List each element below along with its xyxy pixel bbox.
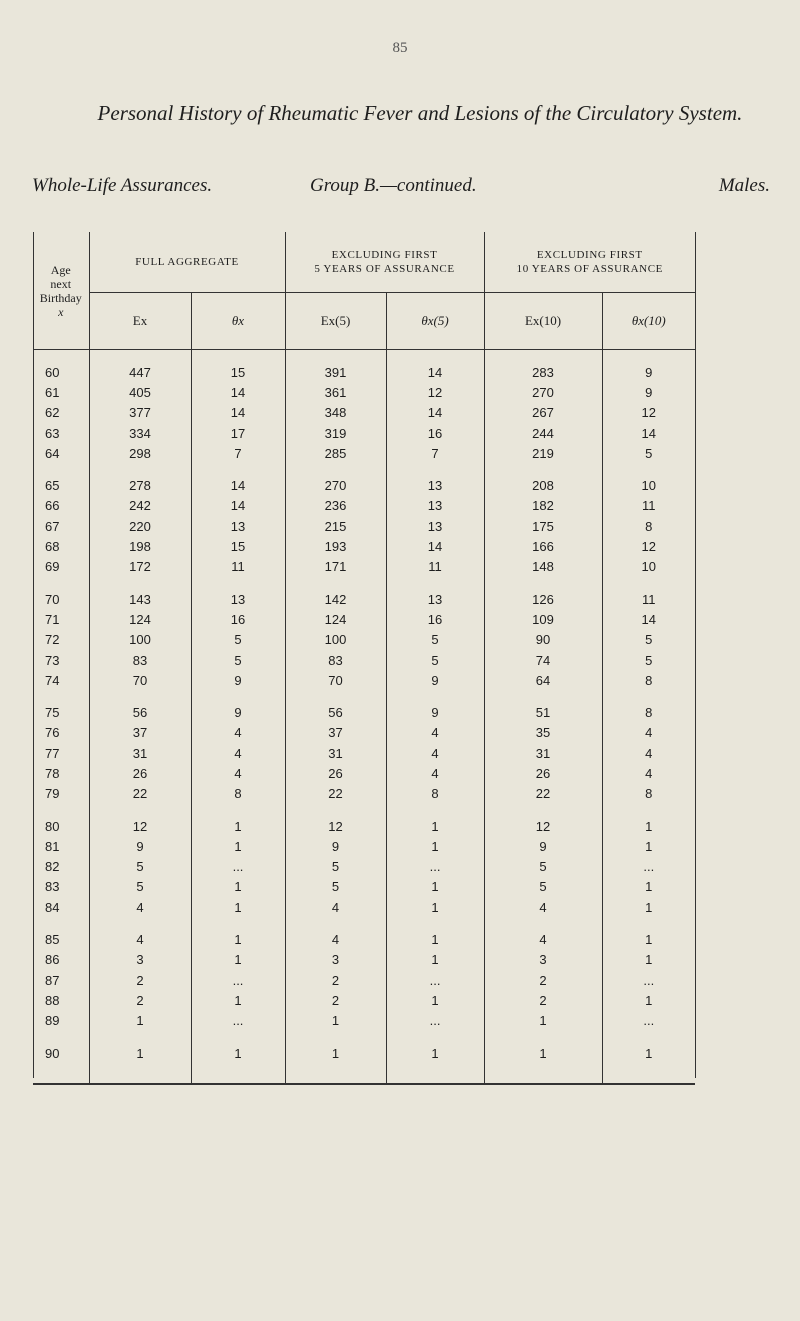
theta-cell: ...: [191, 970, 285, 990]
excluding-5-years-header: [285, 232, 484, 293]
theta10-cell: 8: [645, 786, 653, 802]
theta5-cell: 1: [386, 804, 484, 836]
theta-cell: 16: [191, 609, 285, 629]
theta5-cell: 9: [386, 670, 484, 690]
table-row: [33, 443, 695, 463]
age-cell: 86: [33, 950, 89, 970]
ex5-cell: 12: [285, 804, 386, 836]
table-row: [33, 630, 695, 650]
excl5-line2: 5 YEARS OF ASSURANCE: [314, 263, 455, 275]
age-cell: 70: [33, 577, 89, 609]
ex5-cell: 70: [285, 670, 386, 690]
table-row: [33, 1011, 695, 1031]
ex10-cell: 4: [484, 897, 602, 917]
ex10-cell: 219: [484, 443, 602, 463]
theta10-cell: 1: [645, 932, 653, 948]
ex5-cell: 22: [285, 784, 386, 804]
ex-cell: 242: [89, 496, 191, 516]
age-cell: 90: [33, 1031, 89, 1084]
table-right-border: [695, 232, 696, 1078]
age-cell: 60: [33, 350, 89, 383]
ex-cell: 4: [89, 917, 191, 949]
ex5-cell: 236: [285, 496, 386, 516]
ex-header: Ex: [89, 293, 191, 350]
theta-cell: 13: [191, 516, 285, 536]
excluding-10-years-header: [484, 232, 695, 293]
theta5-header: θx(5): [386, 293, 484, 350]
subheader-left: Whole-Life Assurances.: [32, 175, 213, 196]
ex10-cell: 166: [484, 536, 602, 556]
theta5-cell: 5: [386, 630, 484, 650]
table-row: [33, 350, 695, 383]
theta5-cell: 9: [386, 690, 484, 722]
theta10-cell: 10: [641, 559, 657, 575]
age-cell: 78: [33, 763, 89, 783]
ex10-cell: 64: [484, 670, 602, 690]
table-row: [33, 970, 695, 990]
age-cell: 65: [33, 463, 89, 495]
age-header-line4: x: [58, 304, 64, 319]
theta-cell: 4: [191, 763, 285, 783]
theta-cell: 17: [191, 423, 285, 443]
ex-cell: 1: [89, 1011, 191, 1031]
table-row: [33, 496, 695, 516]
theta-cell: 5: [191, 630, 285, 650]
theta10-cell: 1: [645, 992, 653, 1008]
ex-cell: 31: [89, 743, 191, 763]
theta-cell: 4: [191, 743, 285, 763]
age-cell: 83: [33, 877, 89, 897]
age-cell: 80: [33, 804, 89, 836]
ex5-cell: 215: [285, 516, 386, 536]
theta-cell: 13: [191, 577, 285, 609]
theta-cell: 1: [191, 1031, 285, 1084]
ex10-cell: 26: [484, 763, 602, 783]
full-aggregate-header: FULL AGGREGATE: [89, 232, 285, 293]
ex10-cell: 4: [484, 917, 602, 949]
age-cell: 82: [33, 857, 89, 877]
table-row: [33, 536, 695, 556]
theta5-cell: 7: [386, 443, 484, 463]
table-row: [33, 723, 695, 743]
ex-cell: 143: [89, 577, 191, 609]
ex5-cell: 5: [285, 877, 386, 897]
theta10-cell: 1: [645, 899, 653, 915]
ex5-cell: 1: [285, 1011, 386, 1031]
ex-cell: 5: [89, 857, 191, 877]
table-row: [33, 650, 695, 670]
ex-cell: 172: [89, 557, 191, 577]
age-cell: 73: [33, 650, 89, 670]
ex-cell: 100: [89, 630, 191, 650]
ex10-cell: 35: [484, 723, 602, 743]
theta10-cell: 1: [602, 1031, 695, 1084]
ex5-cell: 31: [285, 743, 386, 763]
theta10-cell: 1: [645, 818, 653, 834]
theta-cell: 8: [191, 784, 285, 804]
theta-cell: 1: [191, 917, 285, 949]
table-row: [33, 836, 695, 856]
ex5-cell: 1: [285, 1031, 386, 1084]
ex10-cell: 5: [484, 877, 602, 897]
theta5-cell: 1: [386, 990, 484, 1010]
ex5-cell: 56: [285, 690, 386, 722]
ex-cell: 220: [89, 516, 191, 536]
page-number: 85: [392, 40, 408, 56]
ex10-cell: 126: [484, 577, 602, 609]
ex5-cell: 5: [285, 857, 386, 877]
ex-cell: 334: [89, 423, 191, 443]
age-cell: 68: [33, 536, 89, 556]
age-cell: 61: [33, 382, 89, 402]
age-cell: 76: [33, 723, 89, 743]
theta5-cell: 13: [386, 516, 484, 536]
ex10-cell: 283: [484, 350, 602, 383]
theta10-cell: 1: [645, 879, 653, 895]
age-cell: 81: [33, 836, 89, 856]
age-header-line1: Age: [50, 262, 71, 277]
ex10-cell: 3: [484, 950, 602, 970]
theta10-cell: 11: [642, 498, 656, 514]
ex-cell: 405: [89, 382, 191, 402]
theta5-cell: 4: [386, 763, 484, 783]
subheader: [32, 175, 770, 201]
ex-cell: 124: [89, 609, 191, 629]
theta10-cell: 12: [641, 539, 657, 555]
ex10-cell: 12: [484, 804, 602, 836]
ex5-cell: 270: [285, 463, 386, 495]
theta5-cell: 14: [386, 536, 484, 556]
theta-cell: 1: [191, 897, 285, 917]
theta-cell: 15: [191, 350, 285, 383]
theta-cell: 1: [191, 990, 285, 1010]
age-column-header: [33, 232, 89, 350]
theta-cell: 5: [191, 650, 285, 670]
ex5-cell: 26: [285, 763, 386, 783]
ex5-cell: 361: [285, 382, 386, 402]
table-row: [33, 804, 695, 836]
ex-cell: 1: [89, 1031, 191, 1084]
theta-cell: 7: [191, 443, 285, 463]
theta10-cell: 12: [641, 405, 657, 421]
ex-cell: 4: [89, 897, 191, 917]
ex10-cell: 22: [484, 784, 602, 804]
theta5-cell: 16: [386, 609, 484, 629]
theta-cell: 11: [191, 557, 285, 577]
ex5-cell: 9: [285, 836, 386, 856]
subheader-middle: Group B.—continued.: [310, 175, 477, 196]
ex10-cell: 267: [484, 403, 602, 423]
table-row: [33, 950, 695, 970]
age-cell: 74: [33, 670, 89, 690]
table-row: [33, 743, 695, 763]
table-row: [33, 403, 695, 423]
table-row: [33, 557, 695, 577]
ex-cell: 198: [89, 536, 191, 556]
theta-cell: 9: [191, 690, 285, 722]
table-row: [33, 382, 695, 402]
age-header-line2: next: [50, 276, 72, 291]
theta-cell: 14: [191, 463, 285, 495]
theta10-cell: 8: [645, 518, 653, 534]
ex10-cell: 1: [484, 1011, 602, 1031]
theta-cell: 9: [191, 670, 285, 690]
theta10-cell: ...: [643, 972, 655, 988]
ex10-cell: 270: [484, 382, 602, 402]
ex5-cell: 348: [285, 403, 386, 423]
ex-cell: 22: [89, 784, 191, 804]
table-row: [33, 609, 695, 629]
ex10-cell: 208: [484, 463, 602, 495]
theta-cell: 14: [191, 496, 285, 516]
ex-cell: 298: [89, 443, 191, 463]
theta10-cell: 1: [645, 952, 653, 968]
ex5-cell: 37: [285, 723, 386, 743]
ex-cell: 83: [89, 650, 191, 670]
ex-cell: 278: [89, 463, 191, 495]
age-cell: 72: [33, 630, 89, 650]
data-table: [33, 232, 695, 1085]
ex-cell: 26: [89, 763, 191, 783]
theta10-cell: 9: [645, 364, 653, 380]
ex5-cell: 2: [285, 990, 386, 1010]
age-cell: 64: [33, 443, 89, 463]
theta5-cell: 14: [386, 403, 484, 423]
theta5-cell: 13: [386, 577, 484, 609]
age-cell: 71: [33, 609, 89, 629]
theta10-cell: 5: [645, 652, 653, 668]
ex10-header: Ex(10): [484, 293, 602, 350]
ex10-cell: 1: [484, 1031, 602, 1084]
ex5-cell: 193: [285, 536, 386, 556]
theta-cell: ...: [191, 857, 285, 877]
theta10-cell: 4: [645, 745, 653, 761]
theta10-cell: ...: [643, 859, 655, 875]
theta5-cell: 5: [386, 650, 484, 670]
table-row: [33, 917, 695, 949]
age-cell: 66: [33, 496, 89, 516]
theta5-cell: 1: [386, 917, 484, 949]
ex5-cell: 319: [285, 423, 386, 443]
excl5-line1: EXCLUDING FIRST: [331, 249, 438, 261]
theta5-cell: 1: [386, 1031, 484, 1084]
theta10-cell: 5: [645, 632, 653, 648]
ex-cell: 12: [89, 804, 191, 836]
ex5-cell: 171: [285, 557, 386, 577]
theta-cell: 14: [191, 382, 285, 402]
theta5-cell: 12: [386, 382, 484, 402]
theta10-cell: 8: [645, 705, 653, 721]
ex10-cell: 182: [484, 496, 602, 516]
theta10-header: θx(10): [602, 293, 695, 350]
ex5-cell: 4: [285, 917, 386, 949]
table-row: [33, 1031, 695, 1084]
table-row: [33, 690, 695, 722]
theta5-cell: 1: [386, 836, 484, 856]
ex10-cell: 148: [484, 557, 602, 577]
theta10-cell: 14: [641, 611, 657, 627]
theta5-cell: 11: [386, 557, 484, 577]
ex10-cell: 109: [484, 609, 602, 629]
ex5-cell: 2: [285, 970, 386, 990]
table-row: [33, 897, 695, 917]
age-cell: 85: [33, 917, 89, 949]
ex10-cell: 244: [484, 423, 602, 443]
table-row: [33, 784, 695, 804]
ex10-cell: 31: [484, 743, 602, 763]
age-cell: 79: [33, 784, 89, 804]
theta5-cell: 16: [386, 423, 484, 443]
table-row: [33, 423, 695, 443]
theta5-cell: 13: [386, 463, 484, 495]
ex10-cell: 2: [484, 990, 602, 1010]
table-row: [33, 990, 695, 1010]
theta-cell: ...: [191, 1011, 285, 1031]
theta-cell: 1: [191, 877, 285, 897]
ex-cell: 5: [89, 877, 191, 897]
ex10-cell: 9: [484, 836, 602, 856]
ex-cell: 56: [89, 690, 191, 722]
theta10-cell: ...: [643, 1013, 655, 1029]
theta10-cell: 8: [645, 672, 653, 688]
theta-header: θx: [191, 293, 285, 350]
age-cell: 77: [33, 743, 89, 763]
ex-cell: 377: [89, 403, 191, 423]
table-row: [33, 877, 695, 897]
table-row: [33, 763, 695, 783]
theta5-cell: ...: [386, 970, 484, 990]
age-cell: 89: [33, 1011, 89, 1031]
table-row: [33, 857, 695, 877]
theta5-cell: 1: [386, 877, 484, 897]
theta5-cell: 1: [386, 950, 484, 970]
theta-cell: 1: [191, 950, 285, 970]
ex5-cell: 4: [285, 897, 386, 917]
theta10-cell: 11: [642, 591, 656, 607]
theta10-cell: 1: [645, 838, 653, 854]
theta10-cell: 9: [645, 384, 653, 400]
ex10-cell: 90: [484, 630, 602, 650]
ex-cell: 3: [89, 950, 191, 970]
ex5-cell: 142: [285, 577, 386, 609]
age-cell: 84: [33, 897, 89, 917]
age-cell: 87: [33, 970, 89, 990]
age-cell: 67: [33, 516, 89, 536]
ex5-cell: 124: [285, 609, 386, 629]
age-cell: 62: [33, 403, 89, 423]
ex10-cell: 51: [484, 690, 602, 722]
theta10-cell: 4: [645, 725, 653, 741]
ex-cell: 2: [89, 990, 191, 1010]
ex5-cell: 83: [285, 650, 386, 670]
age-header-line3: Birthday: [39, 290, 82, 305]
page-title: Personal History of Rheumatic Fever and Lesions of the Circulatory System.: [97, 101, 743, 125]
ex5-cell: 3: [285, 950, 386, 970]
ex5-cell: 391: [285, 350, 386, 383]
theta10-cell: 4: [645, 765, 653, 781]
ex-cell: 2: [89, 970, 191, 990]
theta-cell: 15: [191, 536, 285, 556]
theta10-cell: 5: [645, 445, 653, 461]
theta5-cell: 4: [386, 743, 484, 763]
theta10-cell: 14: [641, 425, 657, 441]
age-cell: 75: [33, 690, 89, 722]
theta5-cell: 8: [386, 784, 484, 804]
table-row: [33, 463, 695, 495]
table-body: [33, 350, 695, 1085]
ex5-cell: 100: [285, 630, 386, 650]
table-row: [33, 670, 695, 690]
theta-cell: 1: [191, 836, 285, 856]
excl10-line1: EXCLUDING FIRST: [536, 249, 643, 261]
ex10-cell: 2: [484, 970, 602, 990]
age-cell: 69: [33, 557, 89, 577]
ex10-cell: 175: [484, 516, 602, 536]
theta5-cell: 1: [386, 897, 484, 917]
ex-cell: 70: [89, 670, 191, 690]
ex5-header: Ex(5): [285, 293, 386, 350]
age-cell: 63: [33, 423, 89, 443]
ex10-cell: 74: [484, 650, 602, 670]
ex-cell: 9: [89, 836, 191, 856]
theta5-cell: ...: [386, 857, 484, 877]
theta5-cell: 4: [386, 723, 484, 743]
theta5-cell: 14: [386, 350, 484, 383]
table-row: [33, 516, 695, 536]
theta-cell: 14: [191, 403, 285, 423]
ex10-cell: 5: [484, 857, 602, 877]
age-cell: 88: [33, 990, 89, 1010]
theta5-cell: ...: [386, 1011, 484, 1031]
theta5-cell: 13: [386, 496, 484, 516]
excl10-line2: 10 YEARS OF ASSURANCE: [516, 263, 663, 275]
theta10-cell: 10: [641, 478, 657, 494]
ex5-cell: 285: [285, 443, 386, 463]
ex-cell: 37: [89, 723, 191, 743]
ex-cell: 447: [89, 350, 191, 383]
theta-cell: 1: [191, 804, 285, 836]
subheader-right: Males.: [718, 175, 770, 196]
theta-cell: 4: [191, 723, 285, 743]
table-row: [33, 577, 695, 609]
